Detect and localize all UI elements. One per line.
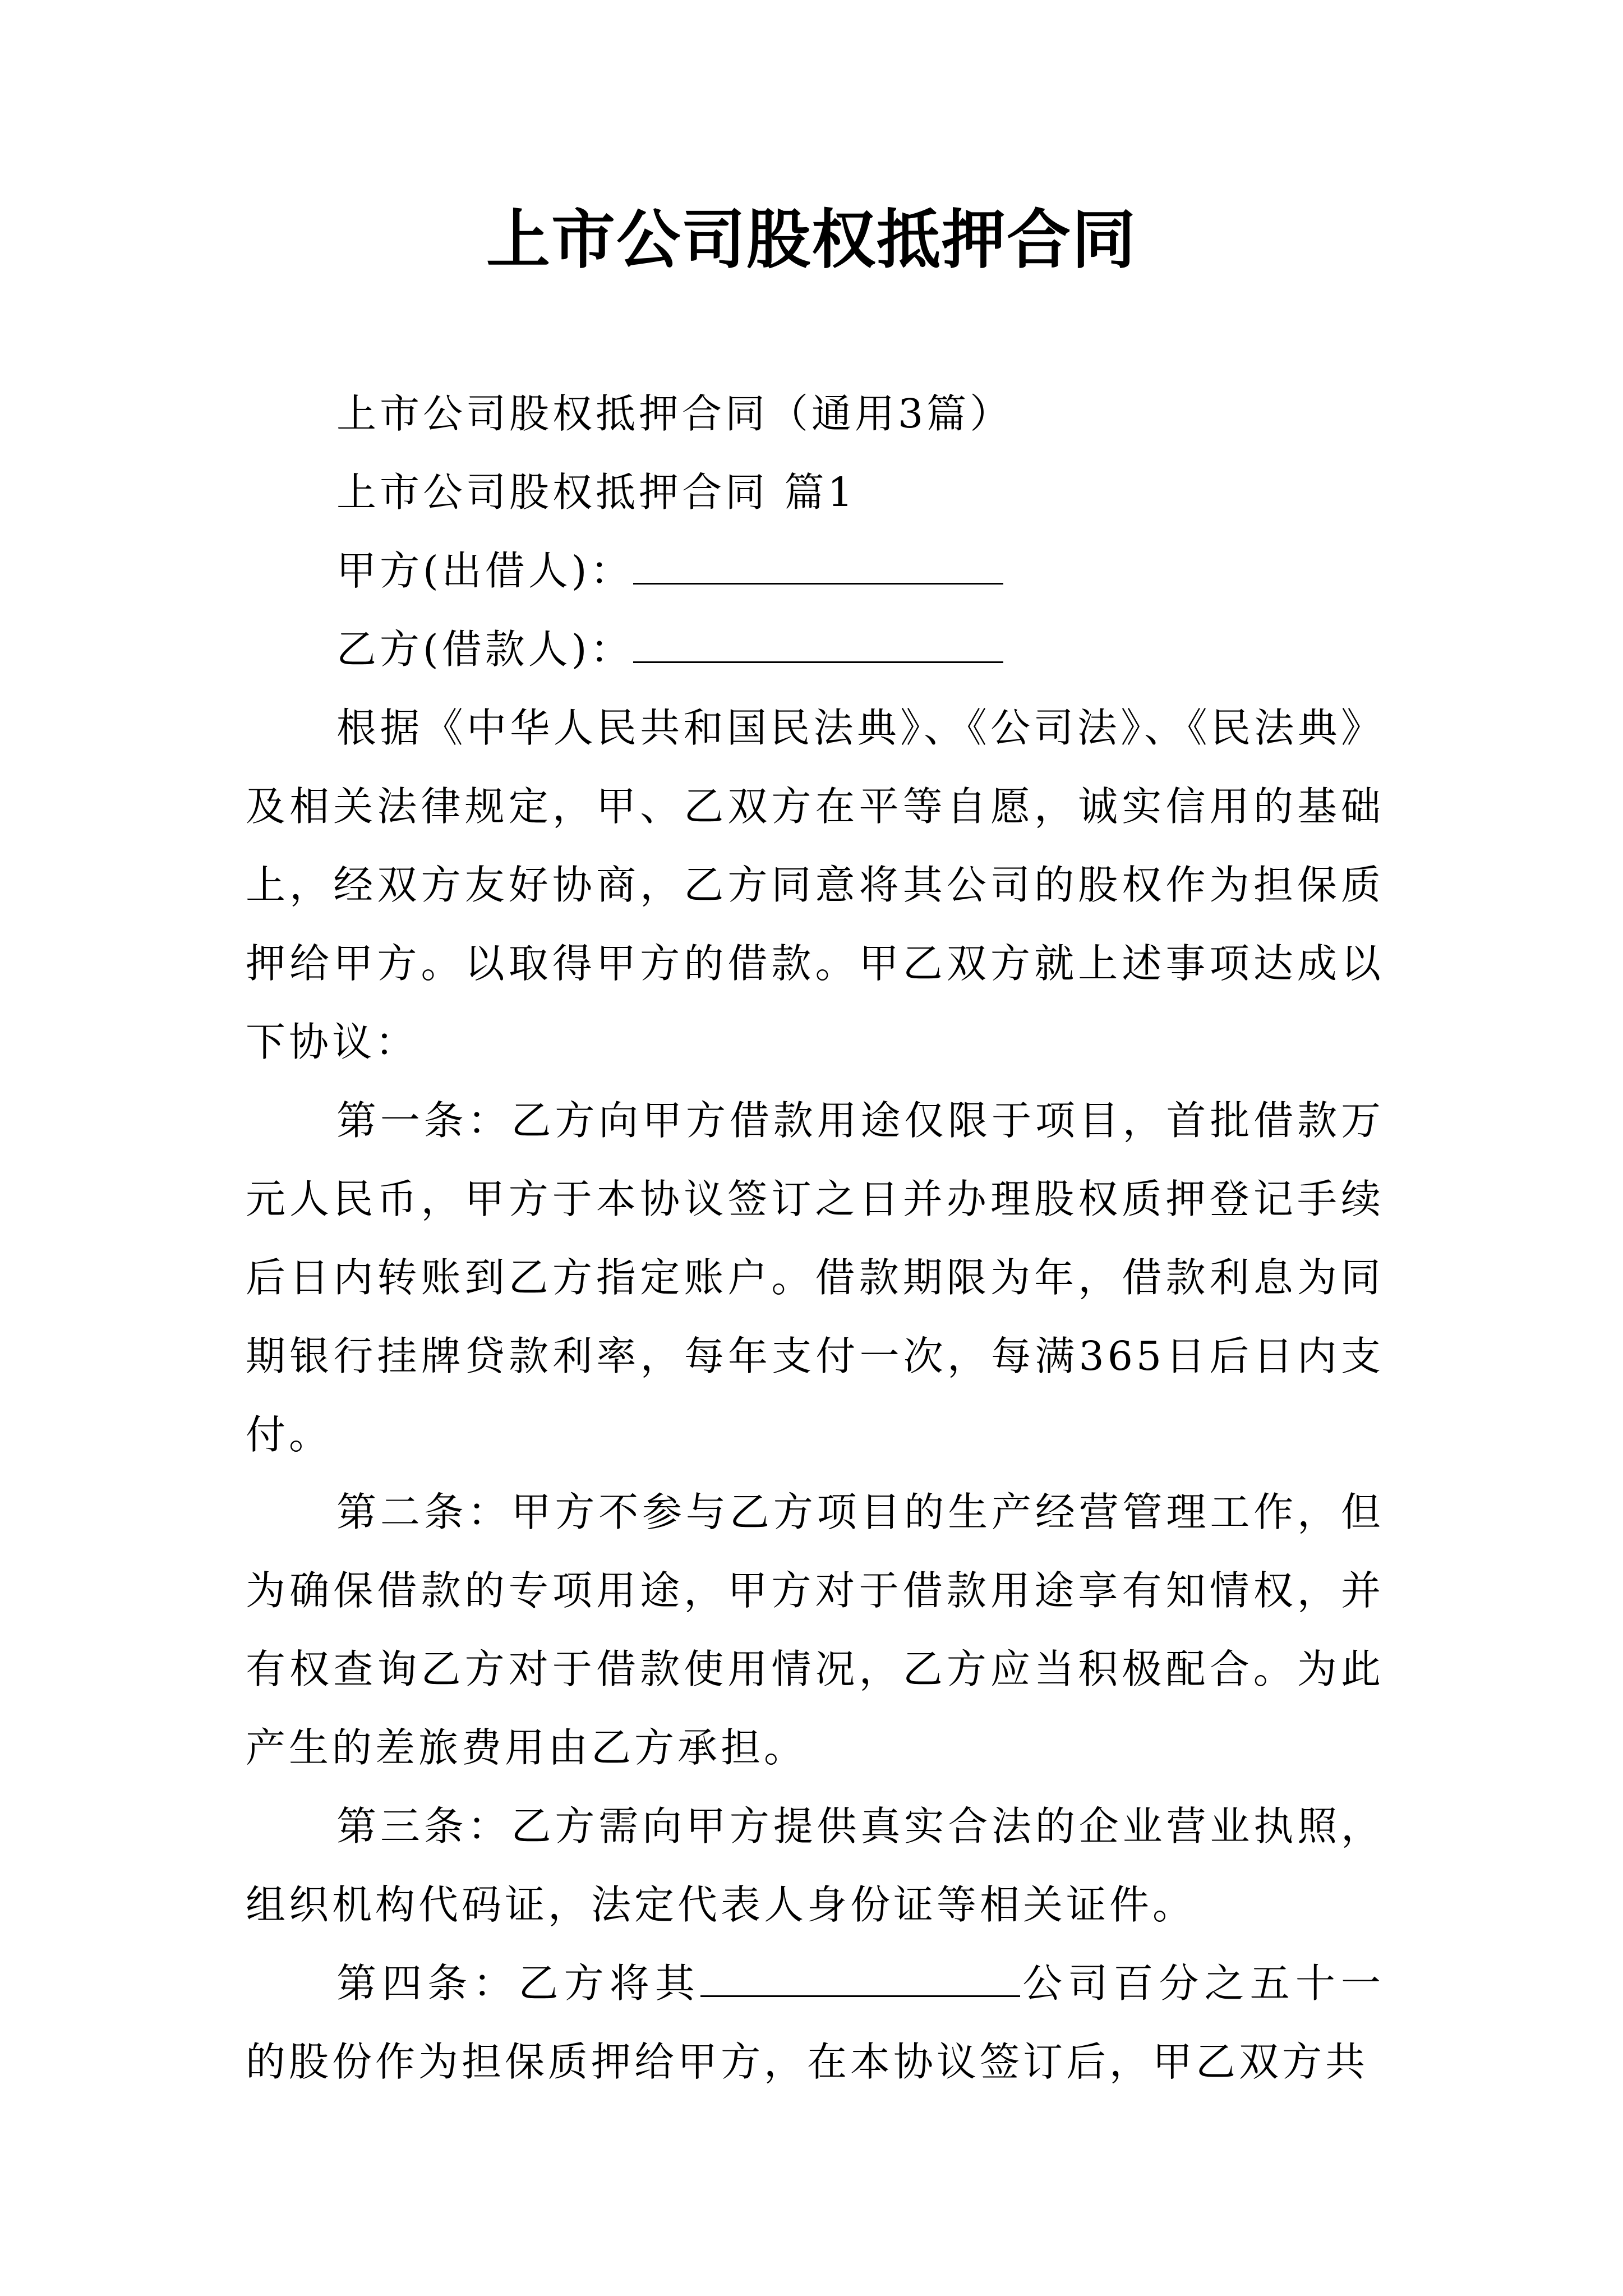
article-3: 第三条：乙方需向甲方提供真实合法的企业营业执照，组织机构代码证，法定代表人身份证等相关证件。 xyxy=(246,1803,1384,1928)
party-a-line xyxy=(246,532,1384,610)
party-b-label: 乙方(借款人)： xyxy=(336,626,634,673)
intro-paragraph: 根据《中华人民共和国民法典》、《公司法》、《民法典》及相关法律规定，甲、乙双方在平等自愿，诚实信用的基础上，经双方友好协商，乙方同意将其公司的股权作为担保质押给甲方。以取得甲方的借款。甲乙双方就上述事项达成以下协议： xyxy=(246,705,1384,1065)
article-1: 第一条：乙方向甲方借款用途仅限于项目，首批借款万元人民币，甲方于本协议签订之日并办理股权质押登记手续后日内转账到乙方指定账户。借款期限为年，借款利息为同期银行挂牌贷款利率，每年支付一次，每满365日后日内支付。 xyxy=(246,1097,1384,1458)
party-a-label: 甲方(出借人)： xyxy=(336,547,634,594)
article-4-end: 公司百分之五十一的股份作为担保质押给甲方，在本协议签订后，甲乙双方共 xyxy=(246,1960,1384,2085)
party-b-line xyxy=(246,610,1384,689)
subtitle: 上市公司股权抵押合同（通用3篇） xyxy=(336,390,1013,437)
document-body xyxy=(246,375,1384,2101)
company-name-blank xyxy=(700,1956,1020,1997)
section-heading: 上市公司股权抵押合同 篇1 xyxy=(336,469,856,516)
document-title: 上市公司股权抵押合同 xyxy=(486,202,1137,277)
article-4 xyxy=(246,1944,1384,2101)
article-4-start: 第四条：乙方将其 xyxy=(336,1960,700,2007)
article-2: 第二条：甲方不参与乙方项目的生产经营管理工作，但为确保借款的专项用途，甲方对于借款用途享有知情权，并有权查询乙方对于借款使用情况，乙方应当积极配合。为此产生的差旅费用由乙方承担。 xyxy=(246,1489,1384,1771)
party-a-blank xyxy=(633,544,1003,585)
party-b-blank xyxy=(633,622,1003,663)
